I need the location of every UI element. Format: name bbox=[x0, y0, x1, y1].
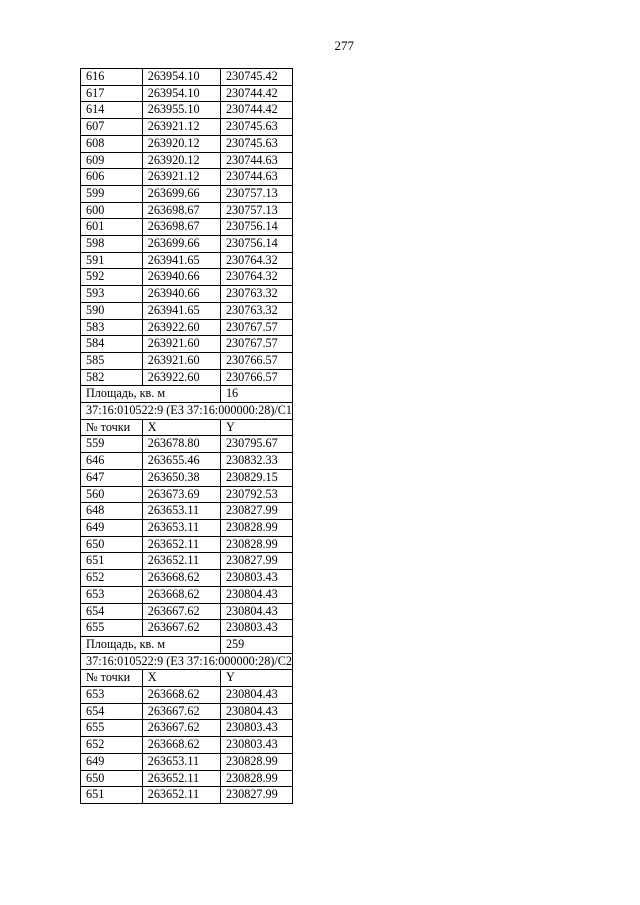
x-coordinate-cell: 263921.12 bbox=[142, 169, 220, 186]
header-point-number: № точки bbox=[81, 419, 143, 436]
y-coordinate-cell: 230757.13 bbox=[220, 185, 292, 202]
header-row bbox=[81, 419, 293, 436]
table-row bbox=[81, 119, 293, 136]
y-coordinate-cell: 230803.43 bbox=[220, 720, 292, 737]
point-number-cell: 560 bbox=[81, 486, 143, 503]
area-row bbox=[81, 636, 293, 653]
point-number-cell: 609 bbox=[81, 152, 143, 169]
x-coordinate-cell: 263652.11 bbox=[142, 553, 220, 570]
y-coordinate-cell: 230827.99 bbox=[220, 553, 292, 570]
coordinates-table-body bbox=[81, 69, 293, 804]
x-coordinate-cell: 263698.67 bbox=[142, 219, 220, 236]
x-coordinate-cell: 263673.69 bbox=[142, 486, 220, 503]
point-number-cell: 608 bbox=[81, 135, 143, 152]
x-coordinate-cell: 263940.66 bbox=[142, 269, 220, 286]
x-coordinate-cell: 263921.60 bbox=[142, 336, 220, 353]
x-coordinate-cell: 263698.67 bbox=[142, 202, 220, 219]
point-number-cell: 599 bbox=[81, 185, 143, 202]
header-y: Y bbox=[220, 670, 292, 687]
point-number-cell: 649 bbox=[81, 519, 143, 536]
point-number-cell: 651 bbox=[81, 787, 143, 804]
y-coordinate-cell: 230767.57 bbox=[220, 319, 292, 336]
y-coordinate-cell: 230744.63 bbox=[220, 169, 292, 186]
point-number-cell: 655 bbox=[81, 720, 143, 737]
header-x: X bbox=[142, 419, 220, 436]
point-number-cell: 647 bbox=[81, 469, 143, 486]
y-coordinate-cell: 230829.15 bbox=[220, 469, 292, 486]
y-coordinate-cell: 230803.43 bbox=[220, 737, 292, 754]
point-number-cell: 601 bbox=[81, 219, 143, 236]
table-row bbox=[81, 586, 293, 603]
x-coordinate-cell: 263922.60 bbox=[142, 369, 220, 386]
coordinates-table bbox=[80, 68, 293, 804]
x-coordinate-cell: 263667.62 bbox=[142, 620, 220, 637]
point-number-cell: 648 bbox=[81, 503, 143, 520]
y-coordinate-cell: 230827.99 bbox=[220, 787, 292, 804]
section-title-row bbox=[81, 653, 293, 670]
y-coordinate-cell: 230756.14 bbox=[220, 219, 292, 236]
area-value: 16 bbox=[220, 386, 292, 403]
x-coordinate-cell: 263668.62 bbox=[142, 737, 220, 754]
table-row bbox=[81, 336, 293, 353]
point-number-cell: 600 bbox=[81, 202, 143, 219]
x-coordinate-cell: 263667.62 bbox=[142, 720, 220, 737]
table-row bbox=[81, 302, 293, 319]
point-number-cell: 650 bbox=[81, 536, 143, 553]
y-coordinate-cell: 230828.99 bbox=[220, 519, 292, 536]
point-number-cell: 593 bbox=[81, 286, 143, 303]
y-coordinate-cell: 230767.57 bbox=[220, 336, 292, 353]
area-value: 259 bbox=[220, 636, 292, 653]
x-coordinate-cell: 263652.11 bbox=[142, 787, 220, 804]
x-coordinate-cell: 263920.12 bbox=[142, 135, 220, 152]
y-coordinate-cell: 230804.43 bbox=[220, 603, 292, 620]
table-row bbox=[81, 436, 293, 453]
point-number-cell: 614 bbox=[81, 102, 143, 119]
x-coordinate-cell: 263653.11 bbox=[142, 503, 220, 520]
y-coordinate-cell: 230803.43 bbox=[220, 570, 292, 587]
table-row bbox=[81, 519, 293, 536]
table-row bbox=[81, 369, 293, 386]
header-x: X bbox=[142, 670, 220, 687]
y-coordinate-cell: 230766.57 bbox=[220, 352, 292, 369]
table-row bbox=[81, 219, 293, 236]
table-row bbox=[81, 185, 293, 202]
table-row bbox=[81, 453, 293, 470]
point-number-cell: 559 bbox=[81, 436, 143, 453]
point-number-cell: 591 bbox=[81, 252, 143, 269]
area-label: Площадь, кв. м bbox=[81, 636, 221, 653]
table-row bbox=[81, 252, 293, 269]
table-row bbox=[81, 319, 293, 336]
table-row bbox=[81, 486, 293, 503]
x-coordinate-cell: 263650.38 bbox=[142, 469, 220, 486]
table-row bbox=[81, 135, 293, 152]
y-coordinate-cell: 230795.67 bbox=[220, 436, 292, 453]
table-row bbox=[81, 536, 293, 553]
x-coordinate-cell: 263699.66 bbox=[142, 236, 220, 253]
point-number-cell: 582 bbox=[81, 369, 143, 386]
y-coordinate-cell: 230804.43 bbox=[220, 703, 292, 720]
point-number-cell: 646 bbox=[81, 453, 143, 470]
x-coordinate-cell: 263655.46 bbox=[142, 453, 220, 470]
x-coordinate-cell: 263652.11 bbox=[142, 536, 220, 553]
section-title: 37:16:010522:9 (ЕЗ 37:16:000000:28)/С2 bbox=[81, 653, 293, 670]
table-row bbox=[81, 469, 293, 486]
y-coordinate-cell: 230828.99 bbox=[220, 536, 292, 553]
point-number-cell: 585 bbox=[81, 352, 143, 369]
y-coordinate-cell: 230804.43 bbox=[220, 687, 292, 704]
header-y: Y bbox=[220, 419, 292, 436]
table-row bbox=[81, 69, 293, 86]
point-number-cell: 606 bbox=[81, 169, 143, 186]
point-number-cell: 654 bbox=[81, 703, 143, 720]
x-coordinate-cell: 263921.12 bbox=[142, 119, 220, 136]
point-number-cell: 617 bbox=[81, 85, 143, 102]
y-coordinate-cell: 230745.42 bbox=[220, 69, 292, 86]
table-row bbox=[81, 236, 293, 253]
point-number-cell: 598 bbox=[81, 236, 143, 253]
point-number-cell: 584 bbox=[81, 336, 143, 353]
x-coordinate-cell: 263678.80 bbox=[142, 436, 220, 453]
y-coordinate-cell: 230745.63 bbox=[220, 135, 292, 152]
y-coordinate-cell: 230756.14 bbox=[220, 236, 292, 253]
table-row bbox=[81, 703, 293, 720]
y-coordinate-cell: 230804.43 bbox=[220, 586, 292, 603]
table-row bbox=[81, 737, 293, 754]
section-title-row bbox=[81, 403, 293, 420]
table-row bbox=[81, 753, 293, 770]
table-row bbox=[81, 687, 293, 704]
y-coordinate-cell: 230803.43 bbox=[220, 620, 292, 637]
table-row bbox=[81, 620, 293, 637]
x-coordinate-cell: 263667.62 bbox=[142, 703, 220, 720]
y-coordinate-cell: 230744.42 bbox=[220, 85, 292, 102]
section-title: 37:16:010522:9 (ЕЗ 37:16:000000:28)/С1 bbox=[81, 403, 293, 420]
point-number-cell: 592 bbox=[81, 269, 143, 286]
y-coordinate-cell: 230744.63 bbox=[220, 152, 292, 169]
y-coordinate-cell: 230828.99 bbox=[220, 770, 292, 787]
point-number-cell: 652 bbox=[81, 570, 143, 587]
x-coordinate-cell: 263652.11 bbox=[142, 770, 220, 787]
x-coordinate-cell: 263954.10 bbox=[142, 69, 220, 86]
y-coordinate-cell: 230828.99 bbox=[220, 753, 292, 770]
page-number: 277 bbox=[334, 38, 354, 53]
table-row bbox=[81, 102, 293, 119]
point-number-cell: 607 bbox=[81, 119, 143, 136]
x-coordinate-cell: 263922.60 bbox=[142, 319, 220, 336]
y-coordinate-cell: 230764.32 bbox=[220, 252, 292, 269]
table-row bbox=[81, 787, 293, 804]
x-coordinate-cell: 263653.11 bbox=[142, 519, 220, 536]
y-coordinate-cell: 230763.32 bbox=[220, 302, 292, 319]
table-row bbox=[81, 202, 293, 219]
y-coordinate-cell: 230792.53 bbox=[220, 486, 292, 503]
header-row bbox=[81, 670, 293, 687]
table-row bbox=[81, 570, 293, 587]
table-row bbox=[81, 169, 293, 186]
table-row bbox=[81, 85, 293, 102]
area-row bbox=[81, 386, 293, 403]
x-coordinate-cell: 263920.12 bbox=[142, 152, 220, 169]
point-number-cell: 652 bbox=[81, 737, 143, 754]
point-number-cell: 655 bbox=[81, 620, 143, 637]
x-coordinate-cell: 263955.10 bbox=[142, 102, 220, 119]
table-row bbox=[81, 152, 293, 169]
point-number-cell: 651 bbox=[81, 553, 143, 570]
x-coordinate-cell: 263668.62 bbox=[142, 687, 220, 704]
x-coordinate-cell: 263921.60 bbox=[142, 352, 220, 369]
x-coordinate-cell: 263653.11 bbox=[142, 753, 220, 770]
table-row bbox=[81, 503, 293, 520]
x-coordinate-cell: 263668.62 bbox=[142, 570, 220, 587]
x-coordinate-cell: 263941.65 bbox=[142, 252, 220, 269]
x-coordinate-cell: 263699.66 bbox=[142, 185, 220, 202]
x-coordinate-cell: 263940.66 bbox=[142, 286, 220, 303]
table-row bbox=[81, 269, 293, 286]
x-coordinate-cell: 263667.62 bbox=[142, 603, 220, 620]
table-row bbox=[81, 603, 293, 620]
y-coordinate-cell: 230832.33 bbox=[220, 453, 292, 470]
point-number-cell: 650 bbox=[81, 770, 143, 787]
table-row bbox=[81, 720, 293, 737]
x-coordinate-cell: 263954.10 bbox=[142, 85, 220, 102]
y-coordinate-cell: 230763.32 bbox=[220, 286, 292, 303]
y-coordinate-cell: 230744.42 bbox=[220, 102, 292, 119]
y-coordinate-cell: 230766.57 bbox=[220, 369, 292, 386]
x-coordinate-cell: 263941.65 bbox=[142, 302, 220, 319]
point-number-cell: 590 bbox=[81, 302, 143, 319]
y-coordinate-cell: 230764.32 bbox=[220, 269, 292, 286]
table-row bbox=[81, 352, 293, 369]
point-number-cell: 649 bbox=[81, 753, 143, 770]
y-coordinate-cell: 230757.13 bbox=[220, 202, 292, 219]
point-number-cell: 653 bbox=[81, 687, 143, 704]
point-number-cell: 653 bbox=[81, 586, 143, 603]
area-label: Площадь, кв. м bbox=[81, 386, 221, 403]
point-number-cell: 583 bbox=[81, 319, 143, 336]
y-coordinate-cell: 230827.99 bbox=[220, 503, 292, 520]
table-row bbox=[81, 286, 293, 303]
table-row bbox=[81, 553, 293, 570]
point-number-cell: 616 bbox=[81, 69, 143, 86]
point-number-cell: 654 bbox=[81, 603, 143, 620]
header-point-number: № точки bbox=[81, 670, 143, 687]
x-coordinate-cell: 263668.62 bbox=[142, 586, 220, 603]
y-coordinate-cell: 230745.63 bbox=[220, 119, 292, 136]
table-row bbox=[81, 770, 293, 787]
